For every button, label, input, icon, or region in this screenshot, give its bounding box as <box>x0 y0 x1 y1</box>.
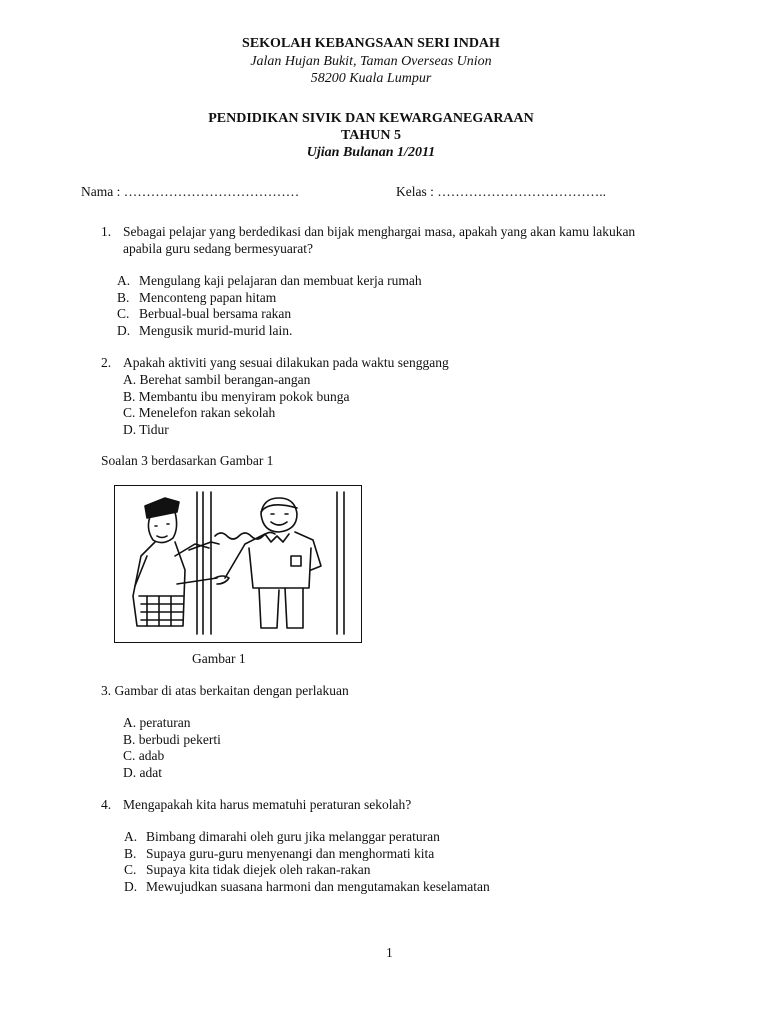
subject-title: PENDIDIKAN SIVIK DAN KEWARGANEGARAAN <box>208 111 534 126</box>
option-a: A. Mengulang kaji pelajaran dan membuat kerja rumah <box>117 273 422 288</box>
option-c: C. Berbual-bual bersama rakan <box>117 306 292 321</box>
name-field: Nama : ………………………………… <box>81 184 300 199</box>
question-number: 1. <box>101 224 112 239</box>
question-2-options <box>123 372 349 438</box>
question-4-options <box>124 829 490 895</box>
question-text-cont: apabila guru sedang bermesyuarat? <box>123 240 314 256</box>
two-boys-greeting-illustration <box>115 486 360 641</box>
option-b: B. berbudi pekerti <box>123 731 221 747</box>
option-b: B. Menconteng papan hitam <box>117 289 277 305</box>
option-a: A. peraturan <box>123 715 191 730</box>
option-d: D. adat <box>123 764 162 780</box>
school-address-line2: 58200 Kuala Lumpur <box>310 71 432 86</box>
question-4 <box>101 797 411 814</box>
question-1 <box>101 224 635 257</box>
option-d: D. Mengusik murid-murid lain. <box>117 322 293 338</box>
question-3: 3. Gambar di atas berkaitan dengan perlakuan <box>101 683 349 698</box>
option-c: C. Supaya kita tidak diejek oleh rakan-rakan <box>124 862 371 877</box>
option-d: D. Mewujudkan suasana harmoni dan mengutamakan keselamatan <box>124 878 490 894</box>
school-name: SEKOLAH KEBANGSAAN SERI INDAH <box>242 36 500 51</box>
option-a: A. Berehat sambil berangan-angan <box>123 372 311 387</box>
school-address-line1: Jalan Hujan Bukit, Taman Overseas Union <box>250 54 492 69</box>
option-d: D. Tidur <box>123 421 169 437</box>
option-a: A. Bimbang dimarahi oleh guru jika melanggar peraturan <box>124 829 440 844</box>
exam-title: Ujian Bulanan 1/2011 <box>306 145 436 160</box>
question-text: Apakah aktiviti yang sesuai dilakukan pada waktu senggang <box>123 355 449 370</box>
option-c: C. Menelefon rakan sekolah <box>123 405 276 420</box>
question-text: Mengapakah kita harus mematuhi peraturan sekolah? <box>123 797 412 812</box>
question-3-options <box>123 715 221 781</box>
question-3-intro: Soalan 3 berdasarkan Gambar 1 <box>101 453 274 468</box>
question-1-options <box>117 273 422 339</box>
question-number: 2. <box>101 355 112 370</box>
option-b: B. Membantu ibu menyiram pokok bunga <box>123 388 350 404</box>
question-text: Sebagai pelajar yang berdedikasi dan bijak menghargai masa, apakah yang akan kamu lakukan <box>123 224 636 239</box>
question-number: 4. <box>101 797 112 812</box>
class-field: Kelas : ……………………………….. <box>396 184 606 199</box>
figure-1-frame <box>114 485 362 643</box>
page-number: 1 <box>386 945 393 960</box>
question-2 <box>101 355 449 372</box>
option-b: B. Supaya guru-guru menyenangi dan menghormati kita <box>124 845 435 861</box>
figure-caption: Gambar 1 <box>192 651 246 666</box>
option-c: C. adab <box>123 748 165 763</box>
year-title: TAHUN 5 <box>340 128 402 143</box>
